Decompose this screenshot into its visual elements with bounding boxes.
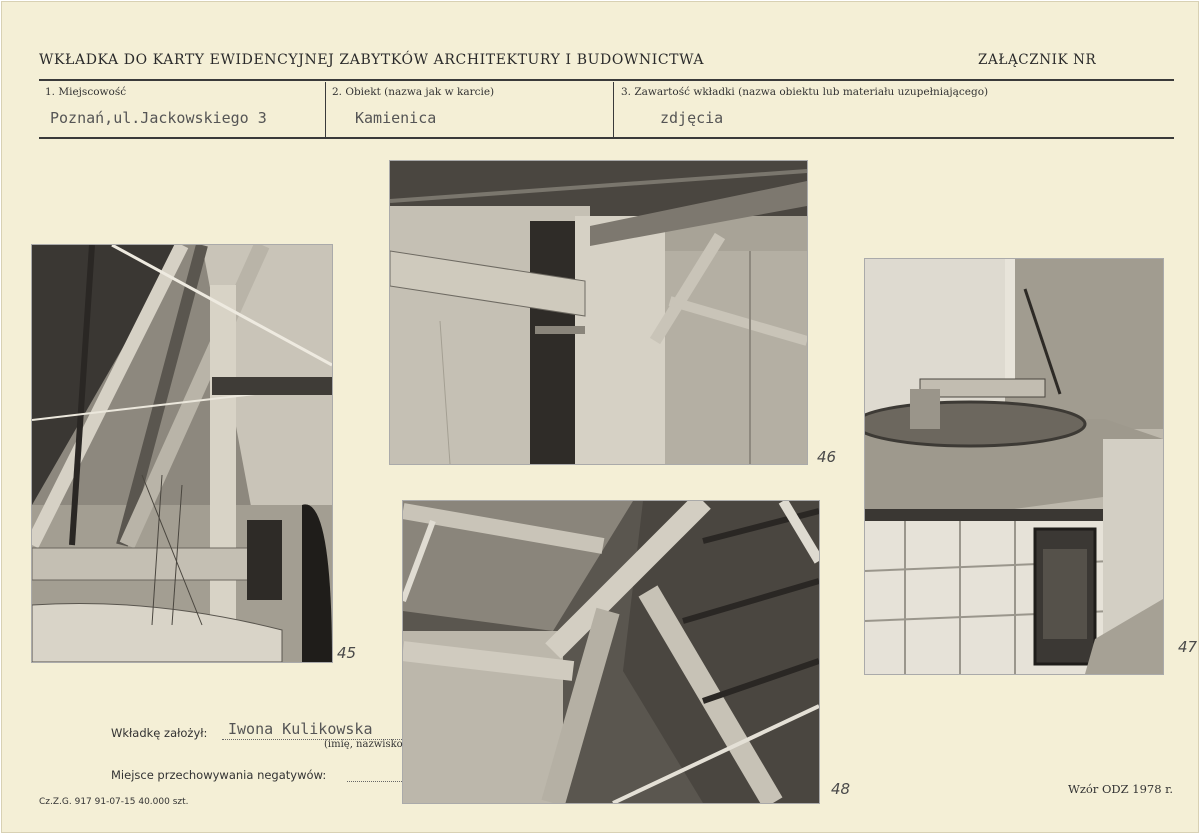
negatives-dotted-line (347, 781, 402, 782)
photo-number-47: 47 (1178, 638, 1198, 656)
photo-attic-rafters-bathtub (31, 244, 333, 663)
photo-roof-truss (402, 500, 820, 804)
field-divider-2 (613, 82, 614, 138)
photo-tiled-stove (864, 258, 1164, 675)
field-value-contents: zdjęcia (660, 109, 724, 127)
form-sheet (1, 1, 1199, 833)
author-label: Wkładkę założył: (111, 726, 208, 740)
field-value-locality: Poznań,ul.Jackowskiego 3 (50, 109, 267, 127)
author-value: Iwona Kulikowska (228, 720, 373, 738)
field-divider-1 (325, 82, 326, 138)
author-sub-label: (imię, nazwisko (324, 739, 403, 750)
header-rule-top (39, 79, 1174, 81)
field-label-contents: 3. Zawartość wkładki (nazwa obiektu lub materiału uzupełniającego) (621, 86, 989, 98)
photo-attic-post-wall (389, 160, 808, 465)
annex-label: ZAŁĄCZNIK NR (978, 52, 1097, 68)
print-code: Cz.Z.G. 917 91-07-15 40.000 szt. (39, 797, 189, 807)
form-model: Wzór ODZ 1978 r. (1068, 782, 1174, 796)
form-title: WKŁADKA DO KARTY EWIDENCYJNEJ ZABYTKÓW ARCHITEKTURY I BUDOWNICTWA (39, 52, 705, 68)
field-label-locality: 1. Miejscowość (45, 86, 127, 98)
header-rule-bottom (39, 137, 1174, 139)
photo-number-48: 48 (831, 780, 851, 798)
negatives-storage-label: Miejsce przechowywania negatywów: (111, 768, 327, 782)
photo-number-46: 46 (817, 448, 837, 466)
field-label-object: 2. Obiekt (nazwa jak w karcie) (332, 86, 495, 98)
photo-number-45: 45 (337, 644, 357, 662)
field-value-object: Kamienica (355, 109, 437, 127)
